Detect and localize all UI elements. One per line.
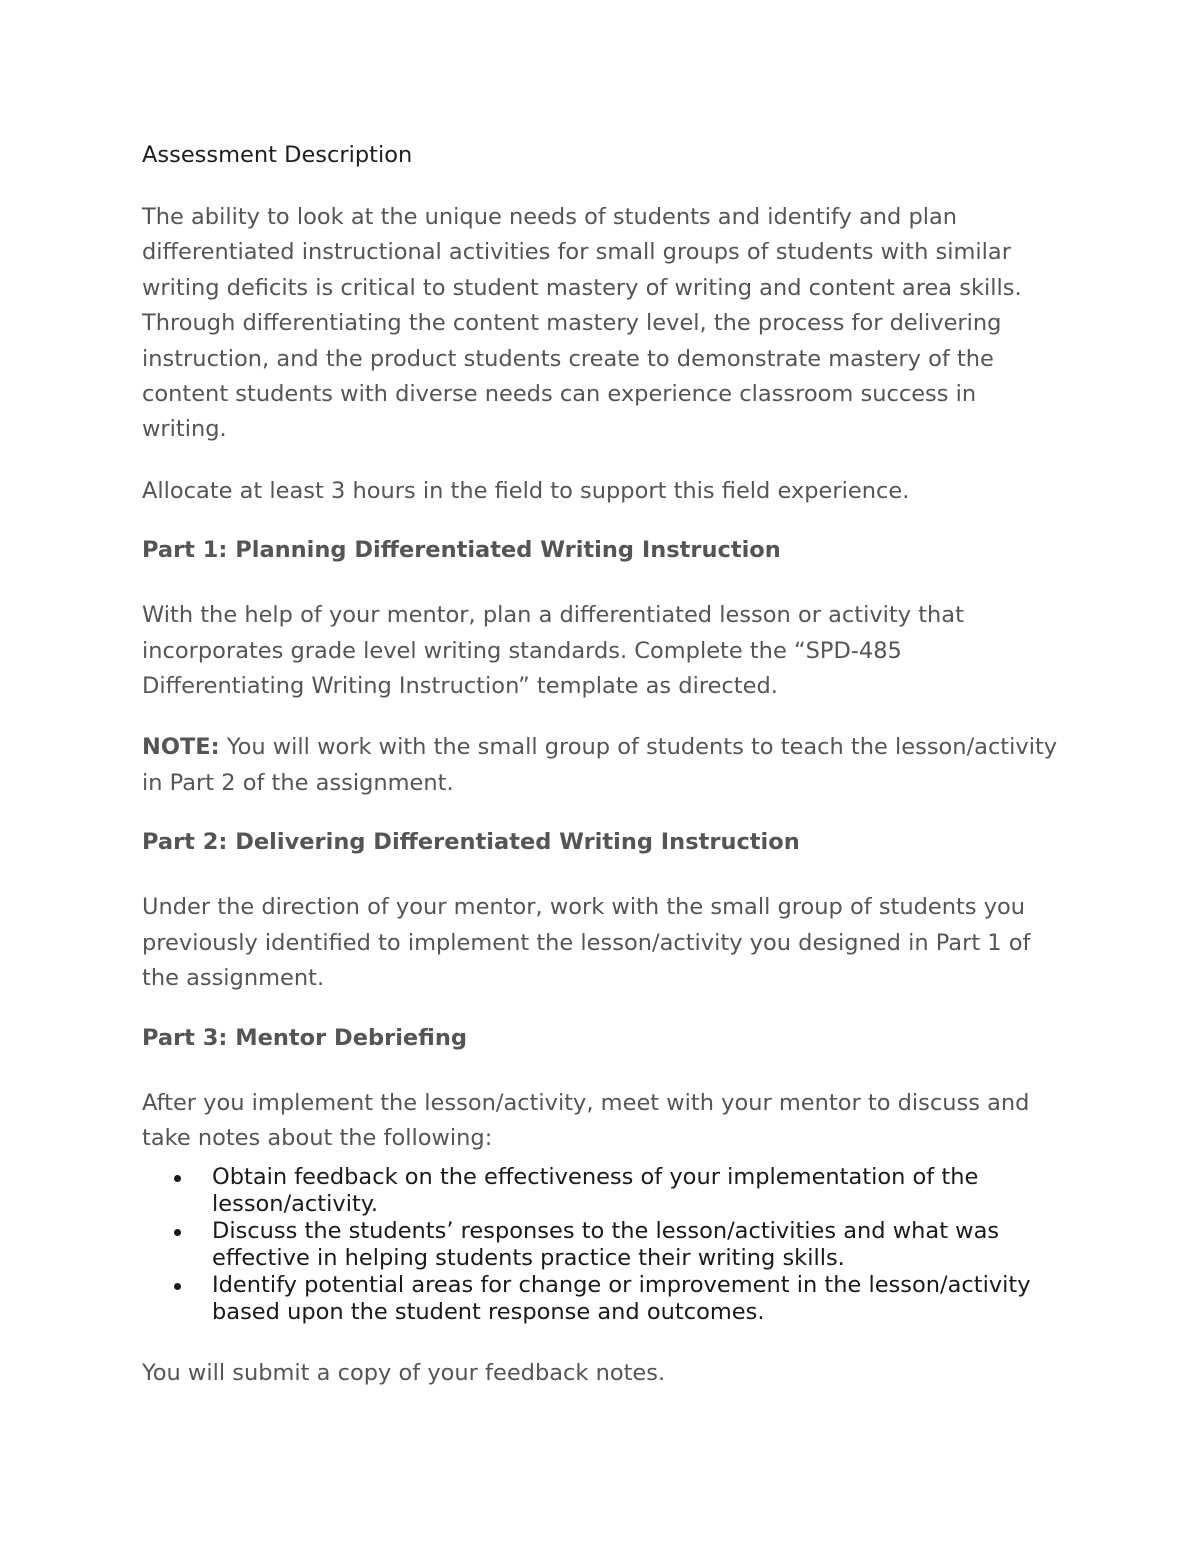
bullet-icon: [174, 1229, 181, 1236]
list-item: [142, 1272, 1062, 1326]
part1-paragraph: With the help of your mentor, plan a differentiated lesson or activity that incorporates grade level writing standards. Complete the “SPD-485 Differentiating Writing Instruction” template as directed.: [142, 602, 964, 700]
list-item-text: Discuss the students’ responses to the lesson/activities and what was effective in helping students practice their writing skills.: [212, 1218, 1000, 1272]
list-item: [142, 1218, 1062, 1272]
part1-heading: Part 1: Planning Differentiated Writing Instruction: [142, 537, 781, 564]
part2-heading: Part 2: Delivering Differentiated Writing Instruction: [142, 829, 800, 856]
document-title: Assessment Description: [142, 142, 413, 168]
note-paragraph: [142, 730, 1062, 801]
note-text: You will work with the small group of students to teach the lesson/activity in Part 2 of the assignment.: [142, 734, 1058, 796]
list-item: [142, 1164, 1062, 1218]
part3-paragraph: After you implement the lesson/activity, meet with your mentor to discuss and take notes about the following:: [142, 1089, 1030, 1151]
note-label: NOTE:: [142, 734, 220, 761]
debrief-list: [142, 1164, 1062, 1326]
bullet-icon: [174, 1175, 181, 1182]
document-page: [142, 140, 1062, 1418]
part2-paragraph: Under the direction of your mentor, work with the small group of students you previously identified to implement the lesson/activity you designed in Part 1 of the assignment.: [142, 894, 1031, 992]
part3-heading: Part 3: Mentor Debriefing: [142, 1024, 467, 1051]
list-item-text: Obtain feedback on the effectiveness of your implementation of the lesson/activity.: [212, 1164, 979, 1218]
intro-paragraph: The ability to look at the unique needs of students and identify and plan differentiated instructional activities for small groups of students with similar writing deficits is critical to student mastery of writing and content area skills. Through differentiating the content mastery level, the process for delivering instruction, and the product students create to demonstrate mastery of the content students with diverse needs can experience classroom success in writing.: [142, 204, 1022, 443]
closing-paragraph: You will submit a copy of your feedback notes.: [142, 1360, 666, 1387]
allocate-paragraph: Allocate at least 3 hours in the field to support this field experience.: [142, 477, 910, 504]
bullet-icon: [174, 1283, 181, 1290]
list-item-text: Identify potential areas for change or improvement in the lesson/activity based upon the student response and outcomes.: [212, 1272, 1031, 1326]
